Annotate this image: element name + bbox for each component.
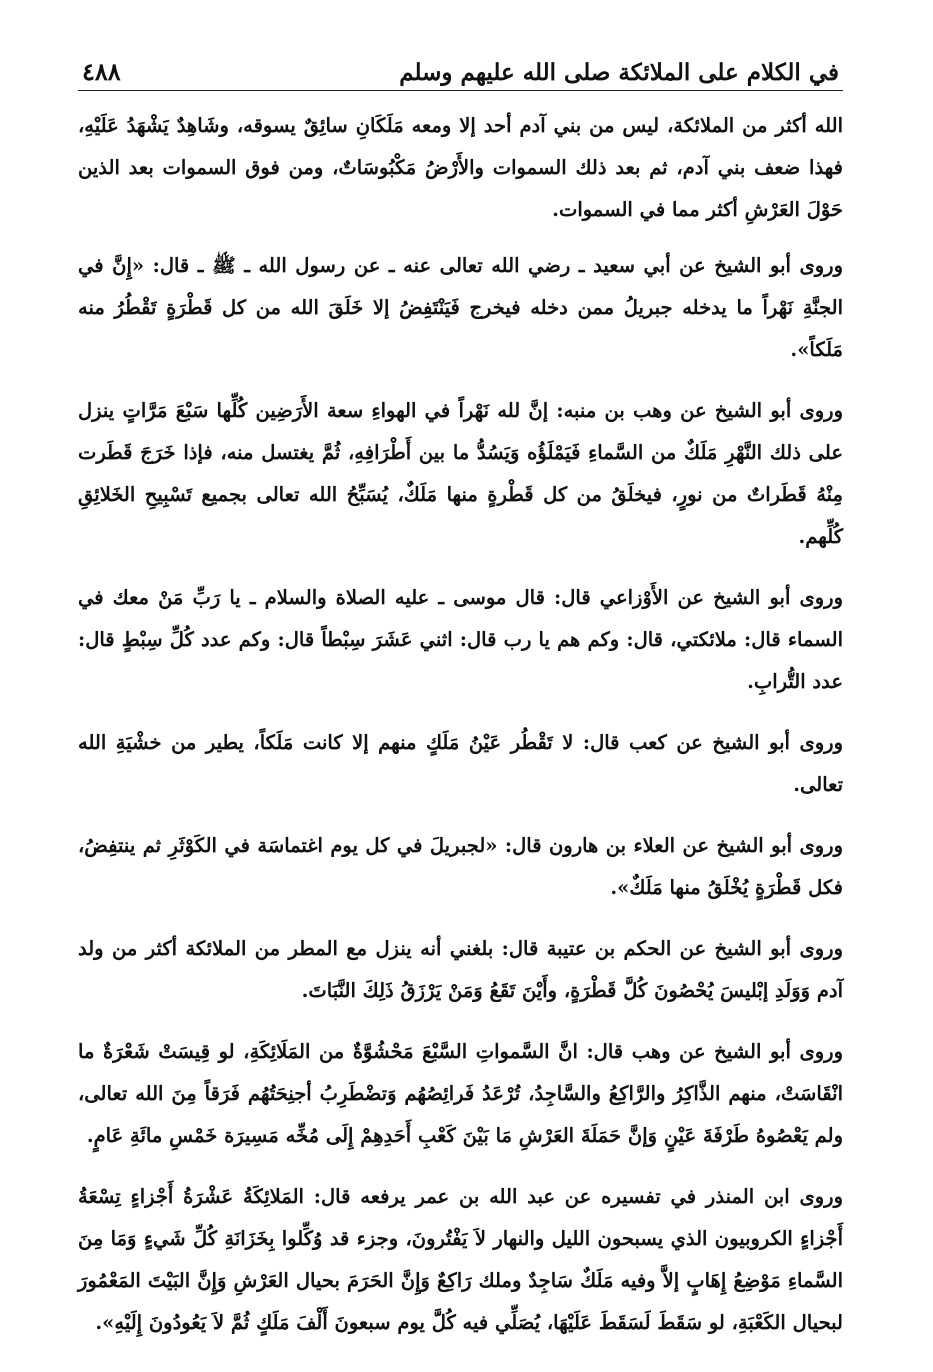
paragraph-8: وروى أبو الشيخ عن وهب قال: انَّ السَّمواتِ السَّبْعَ مَحْشُوَّةٌ من المَلَائِكَةِ، لو قِيسَتْ شَعْرَةٌ ما انْقَاسَتْ، منهم الذَّاكِرُ والرَّاكِعُ والسَّاجِدُ، تُرْعَدُ فَرائِصُهُم وَتضْطَرِبُ أجنِحَتُهُم فَرَقاً مِنَ الله تعالى، ولم يَعْصُوهُ طَرْفَةَ عَيْنٍ وَإنَّ حَمَلَةَ العَرْشِ مَا بَيْنَ كَعْبِ أَحَدِهِمْ إِلَى مُخِّه مَسِيرَة خَمْسِ مائَةِ عَامٍ. [78,1040,843,1147]
paragraph-1: الله أكثر من الملائكة، ليس من بني آدم أحد إلا ومعه مَلَكَانِ سائِقٌ يسوقه، وشَاهِدٌ يَشْهَدُ عَلَيْهِ، فهذا ضعف بني آدم، ثم بعد ذلك السموات والأَرْضُ مَكْبُوسَاتٌ، ومن فوق السموات بعد الذين حَوْلَ العَرْشِ أكثر مما في السموات. [78,114,843,221]
paragraph-2: وروى أبو الشيخ عن أبي سعيد ـ رضي الله تعالى عنه ـ عن رسول الله ـ ﷺ ـ قال: «إِنَّ في الجنَّةِ نَهْراً ما يدخله جبريلُ ممن دخله فيخرج فَيَنْتَفِضُ إلا خَلَقَ الله من كل قَطْرَةٍ تَقْطُرُ منه مَلَكاً». [78,254,843,361]
page-header [78,48,843,91]
page-number: ٤٨٨ [82,57,121,86]
paragraph-5: وروى أبو الشيخ عن كعب قال: لا تَقْطُر عَيْنُ مَلَكٍ منهم إلا كانت مَلَكاً، يطير من خشْيَةِ الله تعالى. [78,731,843,796]
paragraph-3: وروى أبو الشيخ عن وهب بن منبه: إنَّ لله نَهْراً في الهواءِ سعة الأَرَضِين كُلِّها سَبْعَ مَرَّاتٍ ينزل على ذلك النَّهْرِ مَلَكٌ من السَّماءِ فَيَمْلَؤُه وَيَسُدُّ ما بين أَطْرَافِهِ، ثُمَّ يغتسل منه، فإذا خَرَجَ قَطَرت مِنْهُ قَطَراتٌ من نورٍ، فيخلَقُ من كل قَطْرةٍ منها مَلَكٌ، يُسَبِّحُ الله تعالى بجميع تَسْبِيحِ الخَلائِقِ كُلِّهم. [78,399,843,548]
running-title: في الكلام على الملائكة صلى الله عليهم وسلم [399,59,839,86]
book-page [78,48,843,1363]
page-body [78,105,843,1344]
paragraph-9: وروى ابن المنذر في تفسيره عن عبد الله بن عمر يرفعه قال: المَلائِكَةُ عَشْرَةُ أَجْزاءٍ تِسْعَةُ أَجْزاءٍ الكروبيون الذي يسبحون الليل والنهار لاَ يَفْتُرونَ، وجزء قد وُكِّلوا بِخَزَانَةِ كُلِّ شَيءٍ وَمَا مِنَ السَّماءِ مَوْضِعُ إِهَابٍ إلاَّ وفيه مَلَكٌ سَاجِدٌ وملك رَاكِعٌ وَإِنَّ الحَرَمَ بحيال العَرْشِ وَإِنَّ البَيْتَ المَعْمُورَ لبحيال الكَعْبَةِ، لو سَقَطَ لَسَقَطَ عَلَيْهَا، يُصَلِّي فيه كُلَّ يوم سبعونَ أَلْفَ مَلَكٍ ثُمَّ لاَ يَعُودُونَ إِلَيْهِ». [78,1185,843,1334]
paragraph-6: وروى أبو الشيخ عن العلاء بن هارون قال: «لجبريلَ في كل يوم اغتماسَة في الكَوْثَرِ ثم ينتفِضُ، فكل قَطْرَةٍ يُخْلَقُ منها مَلَكٌ». [78,834,843,899]
paragraph-7: وروى أبو الشيخ عن الحكم بن عتيبة قال: بلغني أنه ينزل مع المطر من الملائكة أكثر من ولد آدم وَوَلَدِ إبْليسَ يُحْصُونَ كُلَّ قَطْرَةٍ، وأَيْنَ تَقَعُ وَمَنْ يَرْزَقُ ذَلِكَ النَّبَاتَ. [78,937,843,1002]
paragraph-4: وروى أبو الشيخ عن الأَوْزاعي قال: قال موسى ـ عليه الصلاة والسلام ـ يا رَبِّ مَنْ معك في السماء قال: ملائكتي، قال: وكم هم يا رب قال: اثني عَشَرَ سِبْطاً قال: وكم عدد كُلِّ سِبْطٍ قال: عدد التُّرابِ. [78,586,843,693]
